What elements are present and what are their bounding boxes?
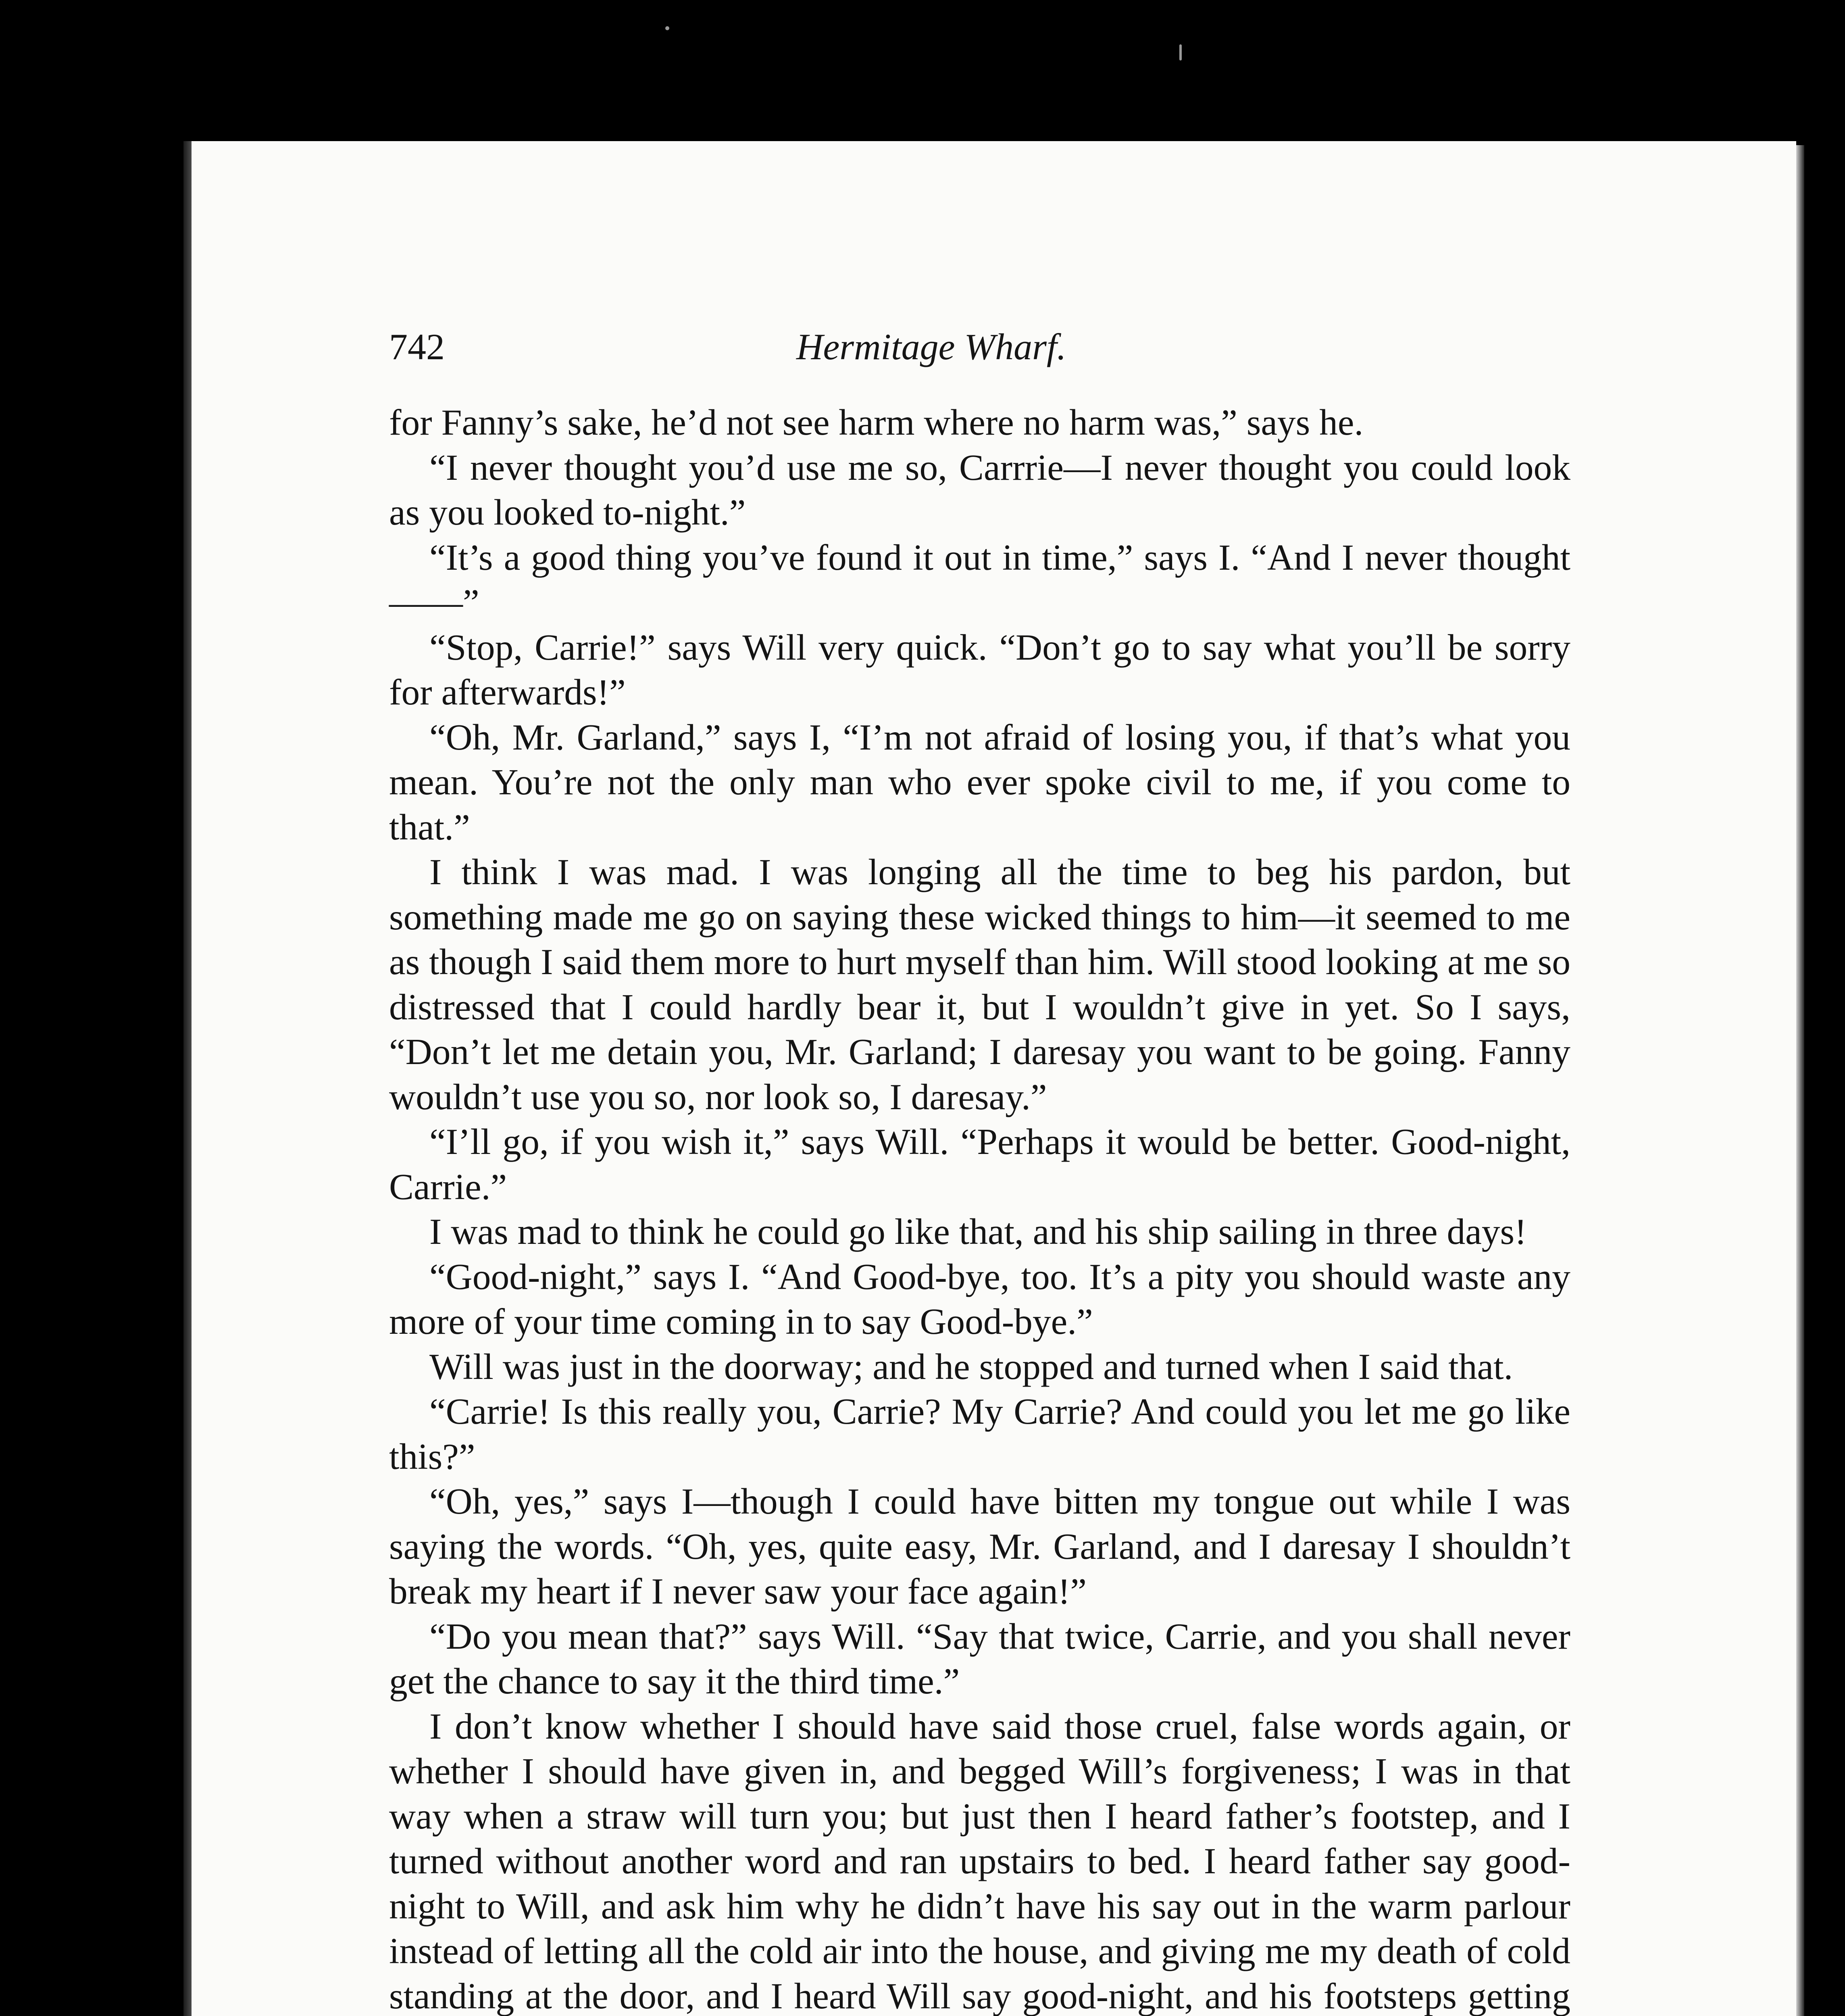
paragraph: “It’s a good thing you’ve found it out in time,” says I. “And I never thought——”	[389, 536, 1570, 623]
body-text	[389, 400, 1570, 2016]
paragraph: I think I was mad. I was longing all the time to beg his pardon, but something made me go on saying these wicked things to him—it seemed to me as though I said them more to hurt myself than him. Will stood looking at me so distressed that I could hardly bear it, but I wouldn’t give in yet. So I says, “Don’t let me detain you, Mr. Garland; I daresay you want to be going. Fanny wouldn’t use you so, nor look so, I daresay.”	[389, 851, 1570, 1117]
page-number: 742	[389, 326, 445, 367]
paragraph: “Carrie! Is this really you, Carrie? My Carrie? And could you let me go like this?”	[389, 1391, 1570, 1477]
paragraph: for Fanny’s sake, he’d not see harm where no harm was,” says he.	[389, 402, 1364, 443]
paragraph: “Stop, Carrie!” says Will very quick. “Don’t go to say what you’ll be sorry for afterwards!”	[389, 626, 1570, 712]
paragraph: “Good-night,” says I. “And Good-bye, too. It’s a pity you should waste any more of your time coming in to say Good-bye.”	[389, 1256, 1570, 1342]
paragraph: “Oh, Mr. Garland,” says I, “I’m not afraid of losing you, if that’s what you mean. You’re not the only man who ever spoke civil to me, if you come to that.”	[389, 716, 1570, 848]
paragraph: “Do you mean that?” says Will. “Say that twice, Carrie, and you shall never get the chance to say it the third time.”	[389, 1615, 1570, 1702]
paragraph: “Oh, yes,” says I—though I could have bitten my tongue out while I was saying the words. “Oh, yes, quite easy, Mr. Garland, and I daresay I shouldn’t break my heart if I never saw your face again!”	[389, 1481, 1570, 1612]
dust-speck	[1179, 44, 1182, 60]
paragraph: I don’t know whether I should have said those cruel, false words again, or whether I should have given in, and begged Will’s forgiveness; I was in that way when a straw will turn you; but just then I heard father’s footstep, and I turned without another word and ran upstairs to bed. I heard father say good-night to Will, and ask him why he didn’t have his say out in the warm parlour instead of letting all the cold air into the house, and giving me my death of cold standing at the door, and I heard Will say good-night, and his footsteps getting	[389, 1705, 1570, 2016]
running-header	[389, 319, 1175, 375]
paragraph: I was mad to think he could go like that, and his ship sailing in three days!	[429, 1211, 1527, 1252]
paragraph: “I’ll go, if you wish it,” says Will. “Perhaps it would be better. Good-night, Carrie.”	[389, 1121, 1570, 1207]
paragraph: Will was just in the doorway; and he stopped and turned when I said that.	[429, 1345, 1513, 1387]
page-edge	[1796, 145, 1804, 2016]
paragraph: “I never thought you’d use me so, Carrrie—I never thought you could look as you looked to-night.”	[389, 446, 1570, 533]
running-title: Hermitage Wharf.	[796, 326, 1066, 367]
dust-speck	[665, 26, 669, 30]
